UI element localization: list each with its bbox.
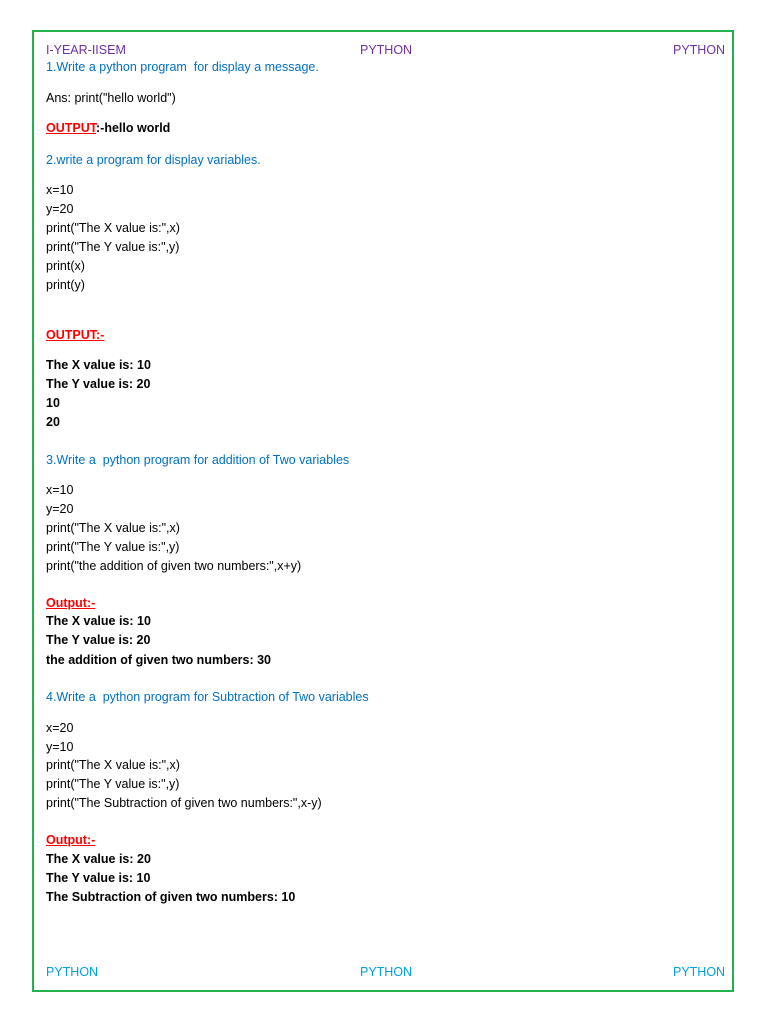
q4-output-line: The X value is: 20	[46, 852, 151, 866]
q2-question: 2.write a program for display variables.	[46, 153, 261, 167]
q1-output-text: :-hello world	[96, 121, 171, 135]
q2-output-label: OUTPUT:-	[46, 328, 105, 342]
q4-code-line: x=20	[46, 721, 74, 735]
q3-output-label: Output:-	[46, 596, 96, 610]
q1-output-label: OUTPUT	[46, 121, 96, 135]
q4-code-line: print("The Subtraction of given two numbers:",x-y)	[46, 796, 322, 810]
q3-code-line: print("the addition of given two numbers:",x+y)	[46, 559, 302, 573]
q3-question: 3.Write a python program for addition of Two variables	[46, 453, 350, 467]
q1-answer: Ans: print("hello world")	[46, 91, 176, 105]
q4-code-line: print("The Y value is:",y)	[46, 777, 180, 791]
q2-code-line: print(x)	[46, 259, 85, 273]
q3-output-line: the addition of given two numbers: 30	[46, 653, 272, 667]
q2-code-line: x=10	[46, 183, 74, 197]
q4-output-line: The Subtraction of given two numbers: 10	[46, 890, 296, 904]
q3-output-line: The X value is: 10	[46, 614, 151, 628]
header-right: PYTHON	[673, 43, 726, 57]
q3-output-line: The Y value is: 20	[46, 633, 151, 647]
footer-right: PYTHON	[673, 965, 726, 979]
q3-code-line: x=10	[46, 483, 74, 497]
q2-code-line: y=20	[46, 202, 74, 216]
q2-output-line: 10	[46, 396, 60, 410]
q4-code-line: y=10	[46, 740, 74, 754]
q4-question: 4.Write a python program for Subtraction of Two variables	[46, 690, 369, 704]
q4-code-line: print("The X value is:",x)	[46, 758, 180, 772]
page-border	[32, 30, 734, 992]
q2-code-line: print("The X value is:",x)	[46, 221, 180, 235]
q3-code-line: print("The X value is:",x)	[46, 521, 180, 535]
header-center: PYTHON	[360, 43, 413, 57]
q4-output-line: The Y value is: 10	[46, 871, 151, 885]
header-left: I-YEAR-IISEM	[46, 43, 126, 57]
q2-output-line: 20	[46, 415, 60, 429]
q2-output-line: The X value is: 10	[46, 358, 151, 372]
q2-code-line: print(y)	[46, 278, 85, 292]
q1-output	[46, 120, 170, 136]
q4-output-label: Output:-	[46, 833, 96, 847]
footer-left: PYTHON	[46, 965, 99, 979]
q3-code-line: print("The Y value is:",y)	[46, 540, 180, 554]
footer-center: PYTHON	[360, 965, 413, 979]
q2-output-line: The Y value is: 20	[46, 377, 151, 391]
q1-question: 1.Write a python program for display a message.	[46, 60, 319, 74]
q2-code-line: print("The Y value is:",y)	[46, 240, 180, 254]
q3-code-line: y=20	[46, 502, 74, 516]
